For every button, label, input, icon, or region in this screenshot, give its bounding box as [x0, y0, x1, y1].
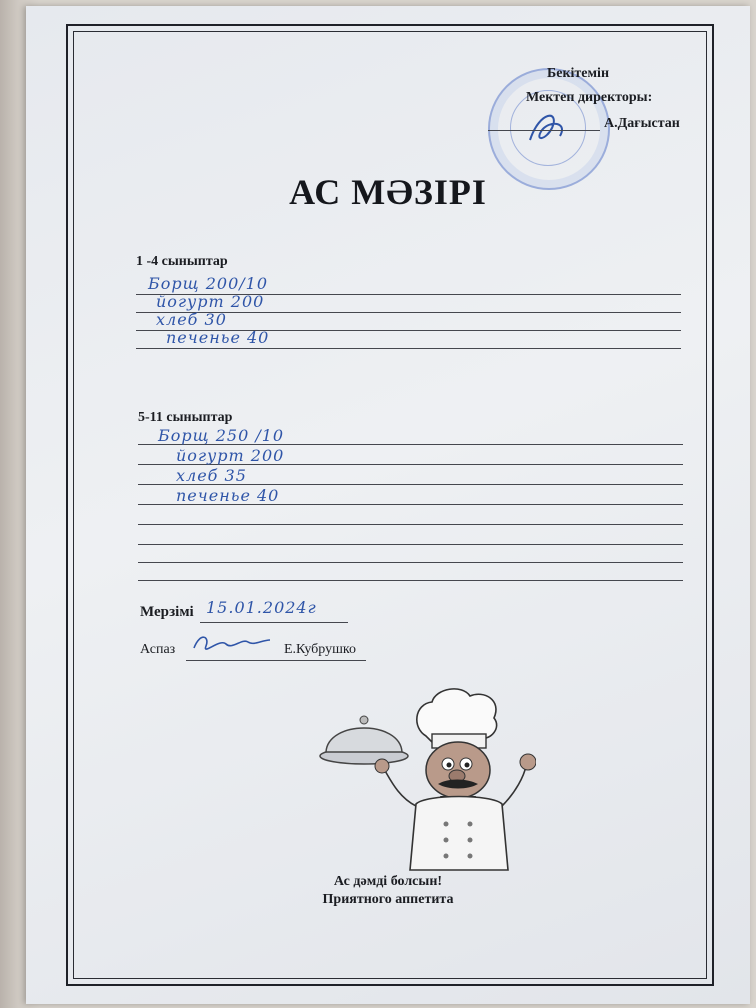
- director-name: А.Дағыстан: [604, 116, 680, 131]
- footer-russian: Приятного аппетита: [322, 892, 454, 907]
- page-title: АС МӘЗІРІ: [289, 172, 487, 212]
- footer-kazakh: Ас дәмді болсын!: [333, 874, 443, 889]
- director-signature-line: [488, 130, 600, 131]
- menu-item: печенье 40: [166, 328, 270, 347]
- menu-item: печенье 40: [176, 486, 280, 505]
- section-1-label: 1 -4 сыныптар: [136, 254, 228, 269]
- menu-item: хлеб 30: [156, 310, 227, 329]
- menu-item: хлеб 35: [176, 466, 247, 485]
- section-2-label: 5-11 сыныптар: [138, 410, 233, 425]
- menu-item: Борщ 250 /10: [158, 426, 285, 445]
- menu-item: йогурт 200: [156, 292, 265, 311]
- director-label: Мектеп директоры:: [526, 90, 653, 105]
- cook-label: Аспаз: [140, 642, 176, 657]
- chef-illustration-icon: [316, 684, 536, 874]
- cook-signature-icon: [186, 630, 276, 658]
- menu-sheet: [26, 6, 750, 1004]
- menu-item: йогурт 200: [176, 446, 285, 465]
- menu-item: Борщ 200/10: [148, 274, 269, 293]
- approve-heading: Бекітемін: [547, 66, 610, 81]
- date-label: Мерзімі: [140, 604, 194, 620]
- cook-name: Е.Кубрушко: [284, 642, 356, 657]
- date-value: 15.01.2024г: [206, 598, 317, 617]
